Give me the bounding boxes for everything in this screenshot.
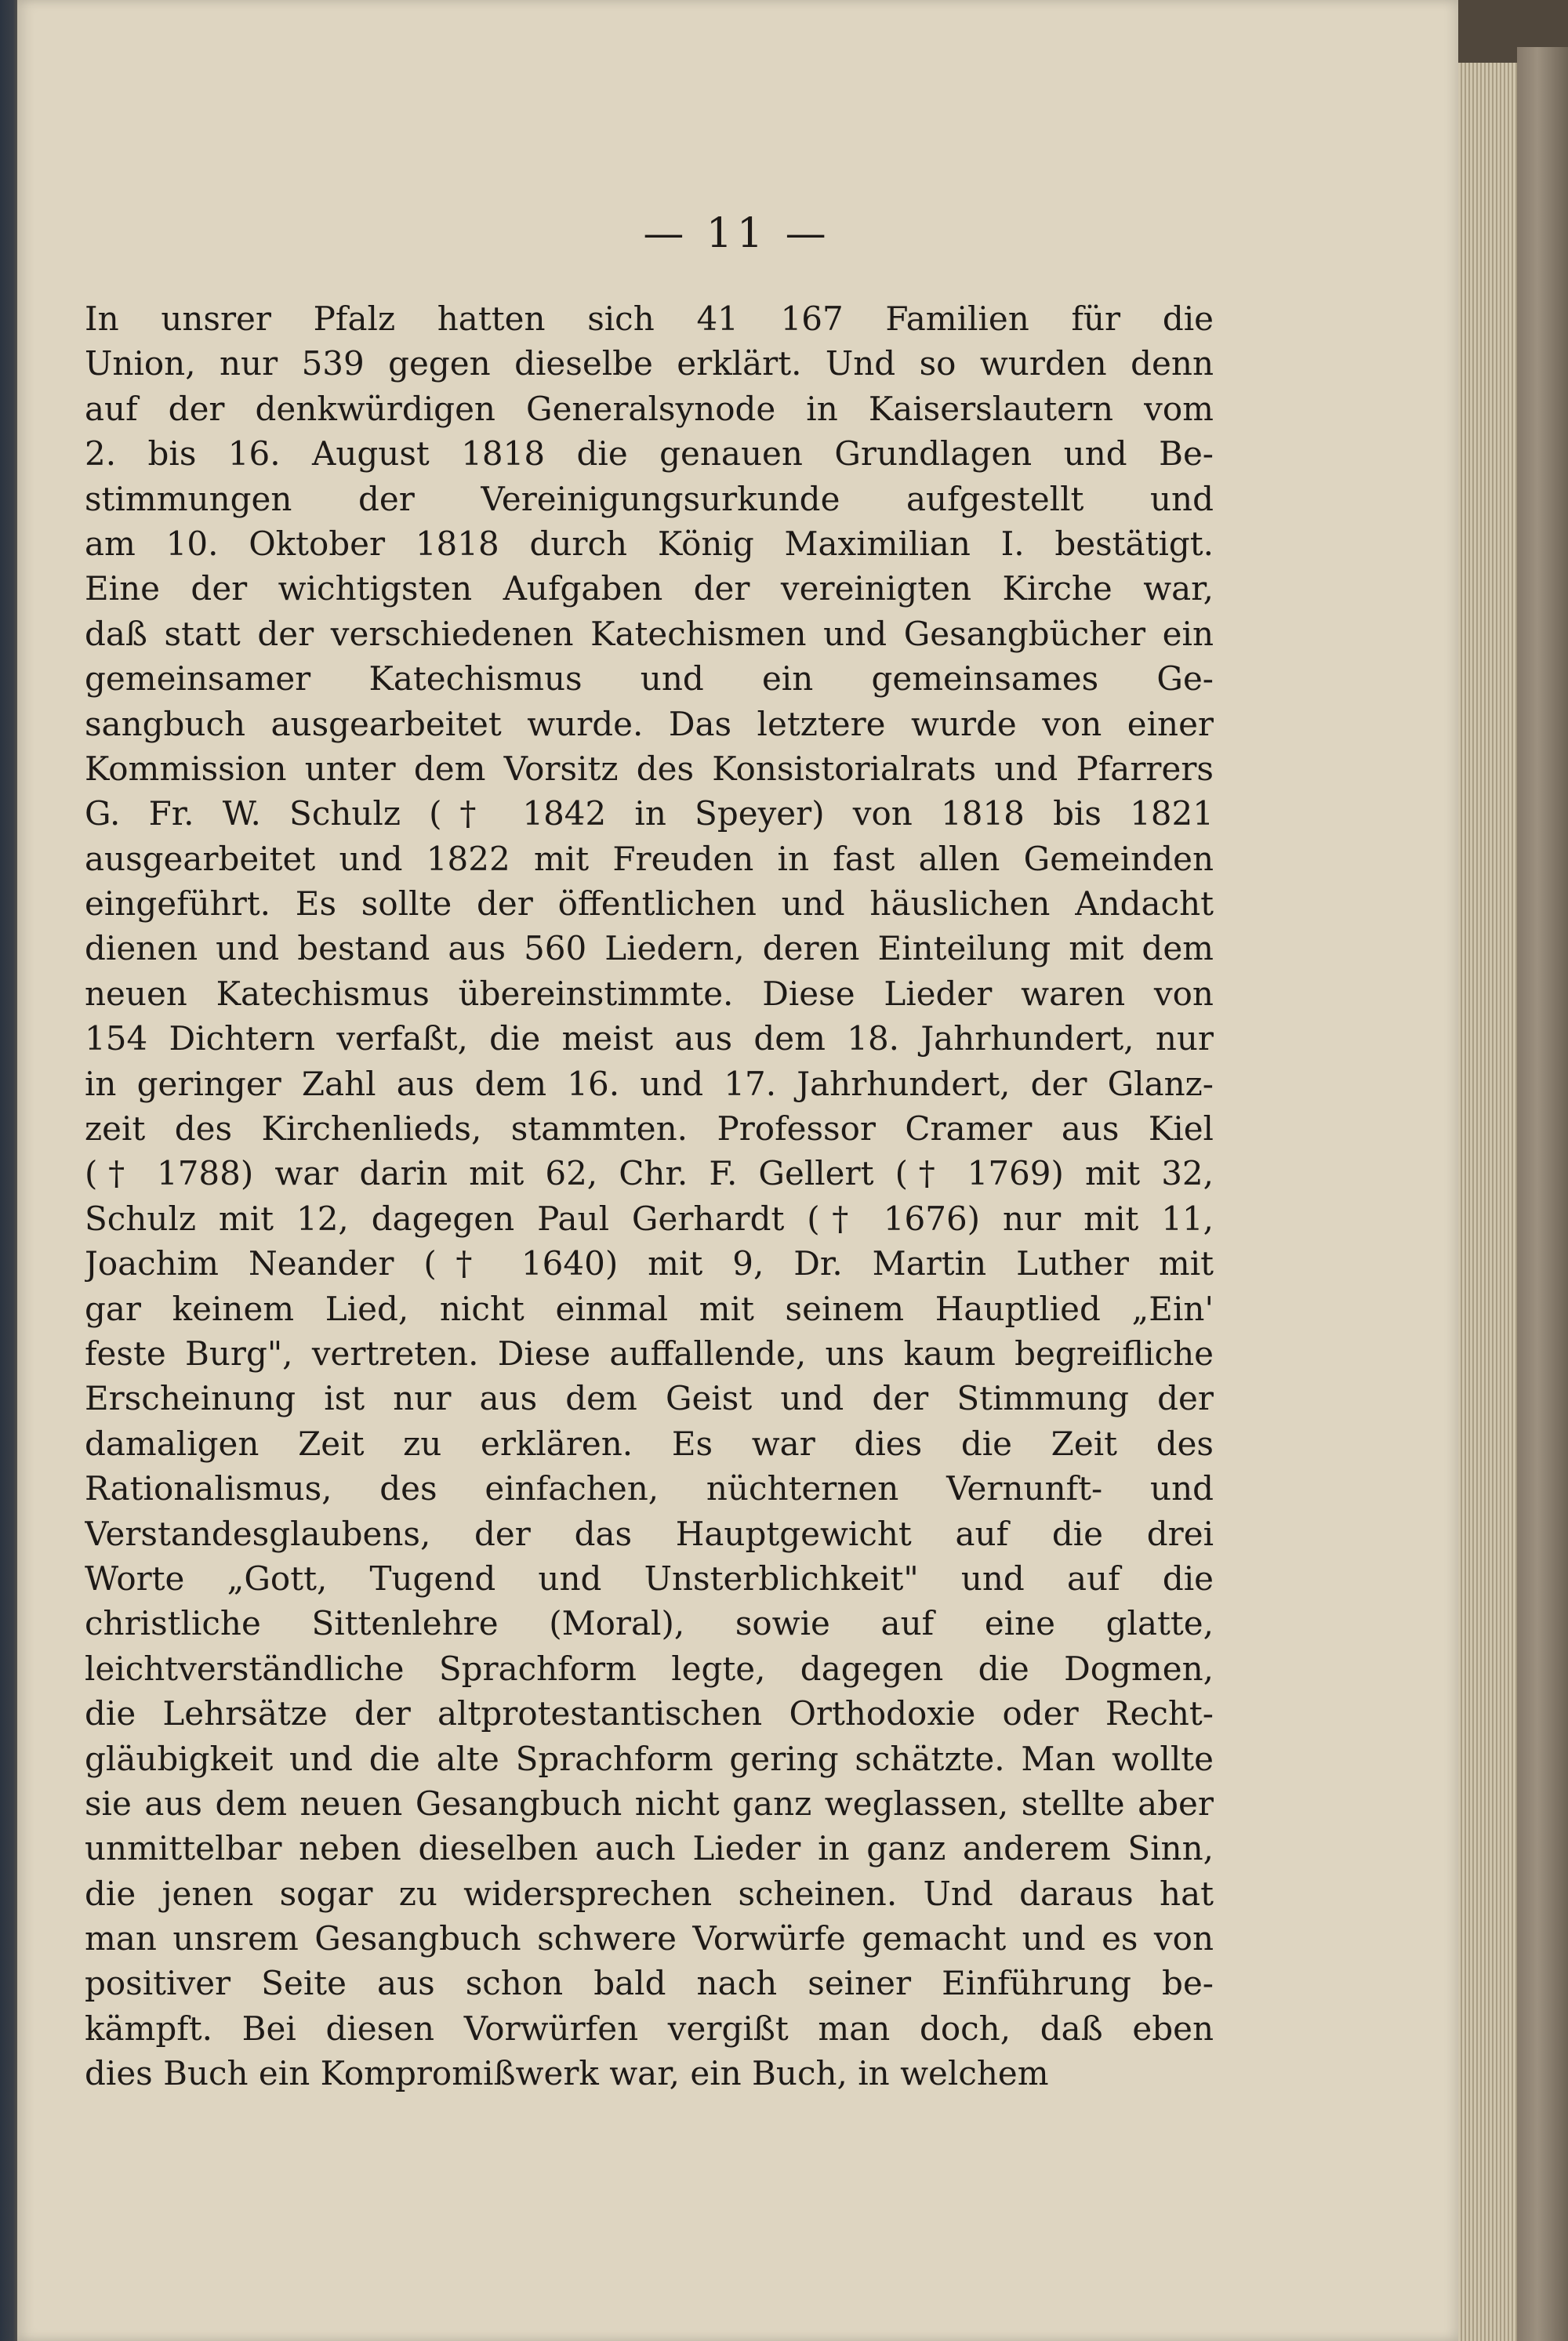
text-line: 154 Dichtern verfaßt, die meist aus dem 18. Jahrhundert, nur: [85, 1019, 1214, 1058]
book-cover-edge: [1517, 47, 1568, 2341]
text-line: damaligen Zeit zu erklären. Es war dies die Zeit des: [85, 1424, 1214, 1463]
text-line: leichtverständliche Sprachform legte, dagegen die Dogmen,: [85, 1649, 1214, 1688]
text-line: die Lehrsätze der altprotestantischen Orthodoxie oder Recht-: [85, 1694, 1214, 1733]
text-line: eingeführt. Es sollte der öffentlichen und häuslichen Andacht: [85, 884, 1214, 924]
text-line: 2. bis 16. August 1818 die genauen Grundlagen und Be-: [85, 434, 1214, 474]
text-line: Rationalismus, des einfachen, nüchternen Vernunft- und: [85, 1469, 1214, 1508]
text-line: feste Burg", vertreten. Diese auffallende, uns kaum begreifliche: [85, 1334, 1214, 1373]
text-line: christliche Sittenlehre (Moral), sowie auf eine glatte,: [85, 1604, 1214, 1643]
text-line: Worte „Gott, Tugend und Unsterblichkeit" und auf die: [85, 1559, 1214, 1598]
text-line: neuen Katechismus übereinstimmte. Diese Lieder waren von: [85, 974, 1214, 1013]
text-line: Eine der wichtigsten Aufgaben der vereinigten Kirche war,: [85, 569, 1214, 608]
text-line: die jenen sogar zu widersprechen scheinen. Und daraus hat: [85, 1874, 1214, 1913]
page-number: — 11 —: [643, 210, 831, 257]
text-line: daß statt der verschiedenen Katechismen und Gesangbücher ein: [85, 614, 1214, 653]
text-line: stimmungen der Vereinigungsurkunde aufgestellt und: [85, 479, 1214, 518]
text-line: zeit des Kirchenlieds, stammten. Professor Cramer aus Kiel: [85, 1109, 1214, 1149]
text-line: Schulz mit 12, dagegen Paul Gerhardt († 1676) nur mit 11,: [85, 1199, 1214, 1238]
text-line: gar keinem Lied, nicht einmal mit seinem Hauptlied „Ein': [85, 1289, 1214, 1328]
text-line: auf der denkwürdigen Generalsynode in Kaiserslautern vom: [85, 389, 1214, 428]
text-line: unmittelbar neben dieselben auch Lieder in ganz anderem Sinn,: [85, 1829, 1214, 1868]
text-line: ausgearbeitet und 1822 mit Freuden in fast allen Gemeinden: [85, 839, 1214, 878]
text-line: positiver Seite aus schon bald nach seiner Einführung be-: [85, 1964, 1214, 2003]
text-line: Joachim Neander († 1640) mit 9, Dr. Martin Luther mit: [85, 1244, 1214, 1283]
text-line: G. Fr. W. Schulz († 1842 in Speyer) von 1818 bis 1821: [85, 794, 1214, 833]
text-line: dienen und bestand aus 560 Liedern, deren Einteilung mit dem: [85, 929, 1214, 968]
text-line: man unsrem Gesangbuch schwere Vorwürfe gemacht und es von: [85, 1919, 1214, 1958]
text-line: sie aus dem neuen Gesangbuch nicht ganz weglassen, stellte aber: [85, 1784, 1214, 1823]
text-line: gemeinsamer Katechismus und ein gemeinsames Ge-: [85, 659, 1214, 699]
text-line: In unsrer Pfalz hatten sich 41 167 Familien für die: [85, 299, 1214, 338]
text-line: Erscheinung ist nur aus dem Geist und der Stimmung der: [85, 1379, 1214, 1418]
page-edges: [1458, 63, 1521, 2341]
text-line: kämpft. Bei diesen Vorwürfen vergißt man doch, daß eben: [85, 2009, 1214, 2048]
text-line: am 10. Oktober 1818 durch König Maximilian I. bestätigt.: [85, 524, 1214, 563]
body-text: [85, 296, 1214, 2096]
text-line: Union, nur 539 gegen dieselbe erklärt. Und so wurden denn: [85, 344, 1214, 383]
text-line: († 1788) war darin mit 62, Chr. F. Gellert († 1769) mit 32,: [85, 1154, 1214, 1193]
text-line: Verstandesglaubens, der das Hauptgewicht auf die drei: [85, 1514, 1214, 1553]
text-line: gläubigkeit und die alte Sprachform gering schätzte. Man wollte: [85, 1739, 1214, 1778]
text-line: in geringer Zahl aus dem 16. und 17. Jahrhundert, der Glanz-: [85, 1064, 1214, 1103]
text-line: Kommission unter dem Vorsitz des Konsistorialrats und Pfarrers: [85, 749, 1214, 788]
text-line: dies Buch ein Kompromißwerk war, ein Buch, in welchem: [85, 2054, 1049, 2093]
text-line: sangbuch ausgearbeitet wurde. Das letztere wurde von einer: [85, 704, 1214, 743]
